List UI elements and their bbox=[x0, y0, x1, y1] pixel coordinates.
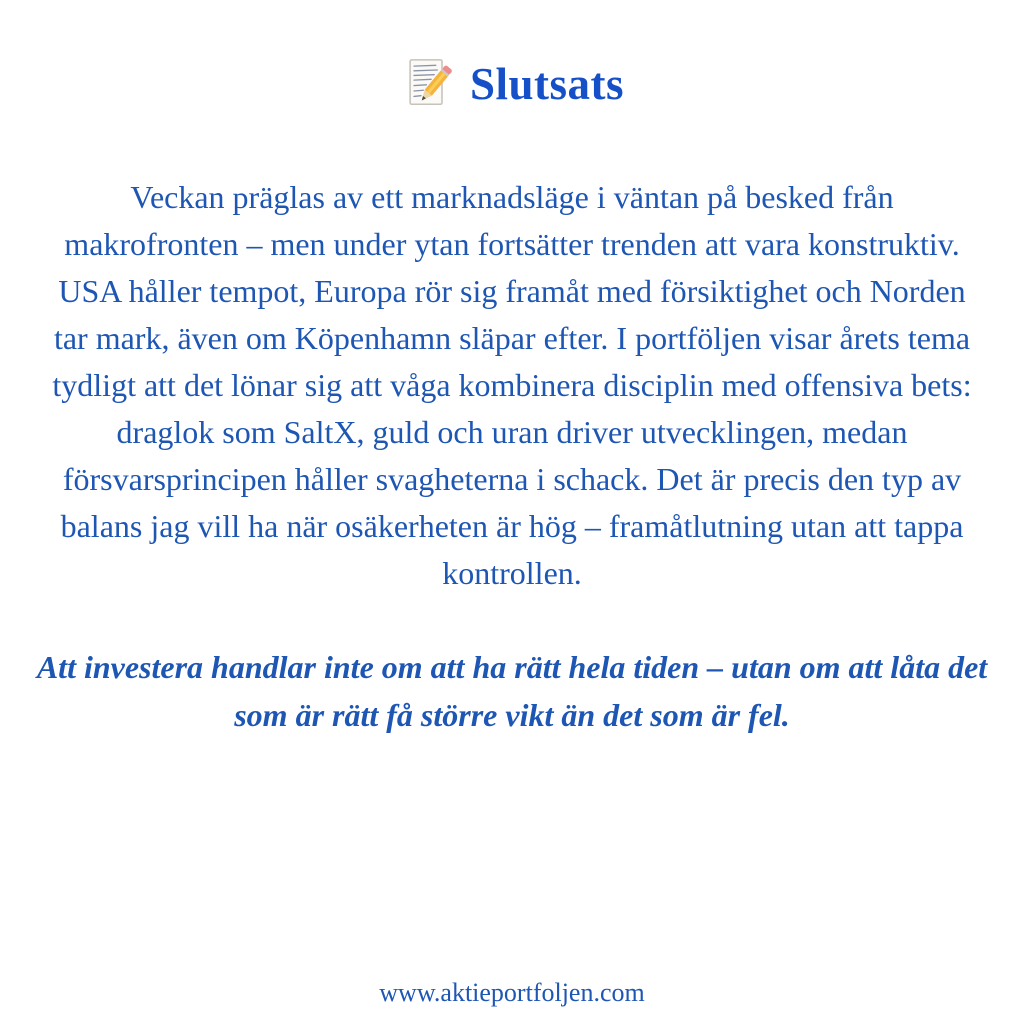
quote-paragraph: Att investera handlar inte om att ha rätt hela tiden – utan om att låta det som är rätt få större vikt än det som är fel. bbox=[36, 649, 988, 734]
memo-icon bbox=[400, 56, 456, 112]
website-url: www.aktieportfoljen.com bbox=[379, 978, 645, 1007]
page-title: Slutsats bbox=[469, 59, 625, 109]
summary-paragraph: Veckan präglas av ett marknadsläge i väntan på besked från makrofronten – men under ytan fortsätter trenden att vara konstruktiv. USA håller tempot, Europa rör sig framåt med försiktighet och Norden tar mark, även om Köpenhamn släpar efter. I portföljen visar årets tema tydligt att det lönar sig att våga kombinera disciplin med offensiva bets: draglok som SaltX, guld och uran driver utvecklingen, medan försvarsprincipen håller svagheterna i schack. Det är precis den typ av balans jag vill ha när osäkerheten är hög – framåtlutning utan att tappa kontrollen. bbox=[52, 179, 972, 592]
page-header bbox=[0, 0, 1024, 112]
